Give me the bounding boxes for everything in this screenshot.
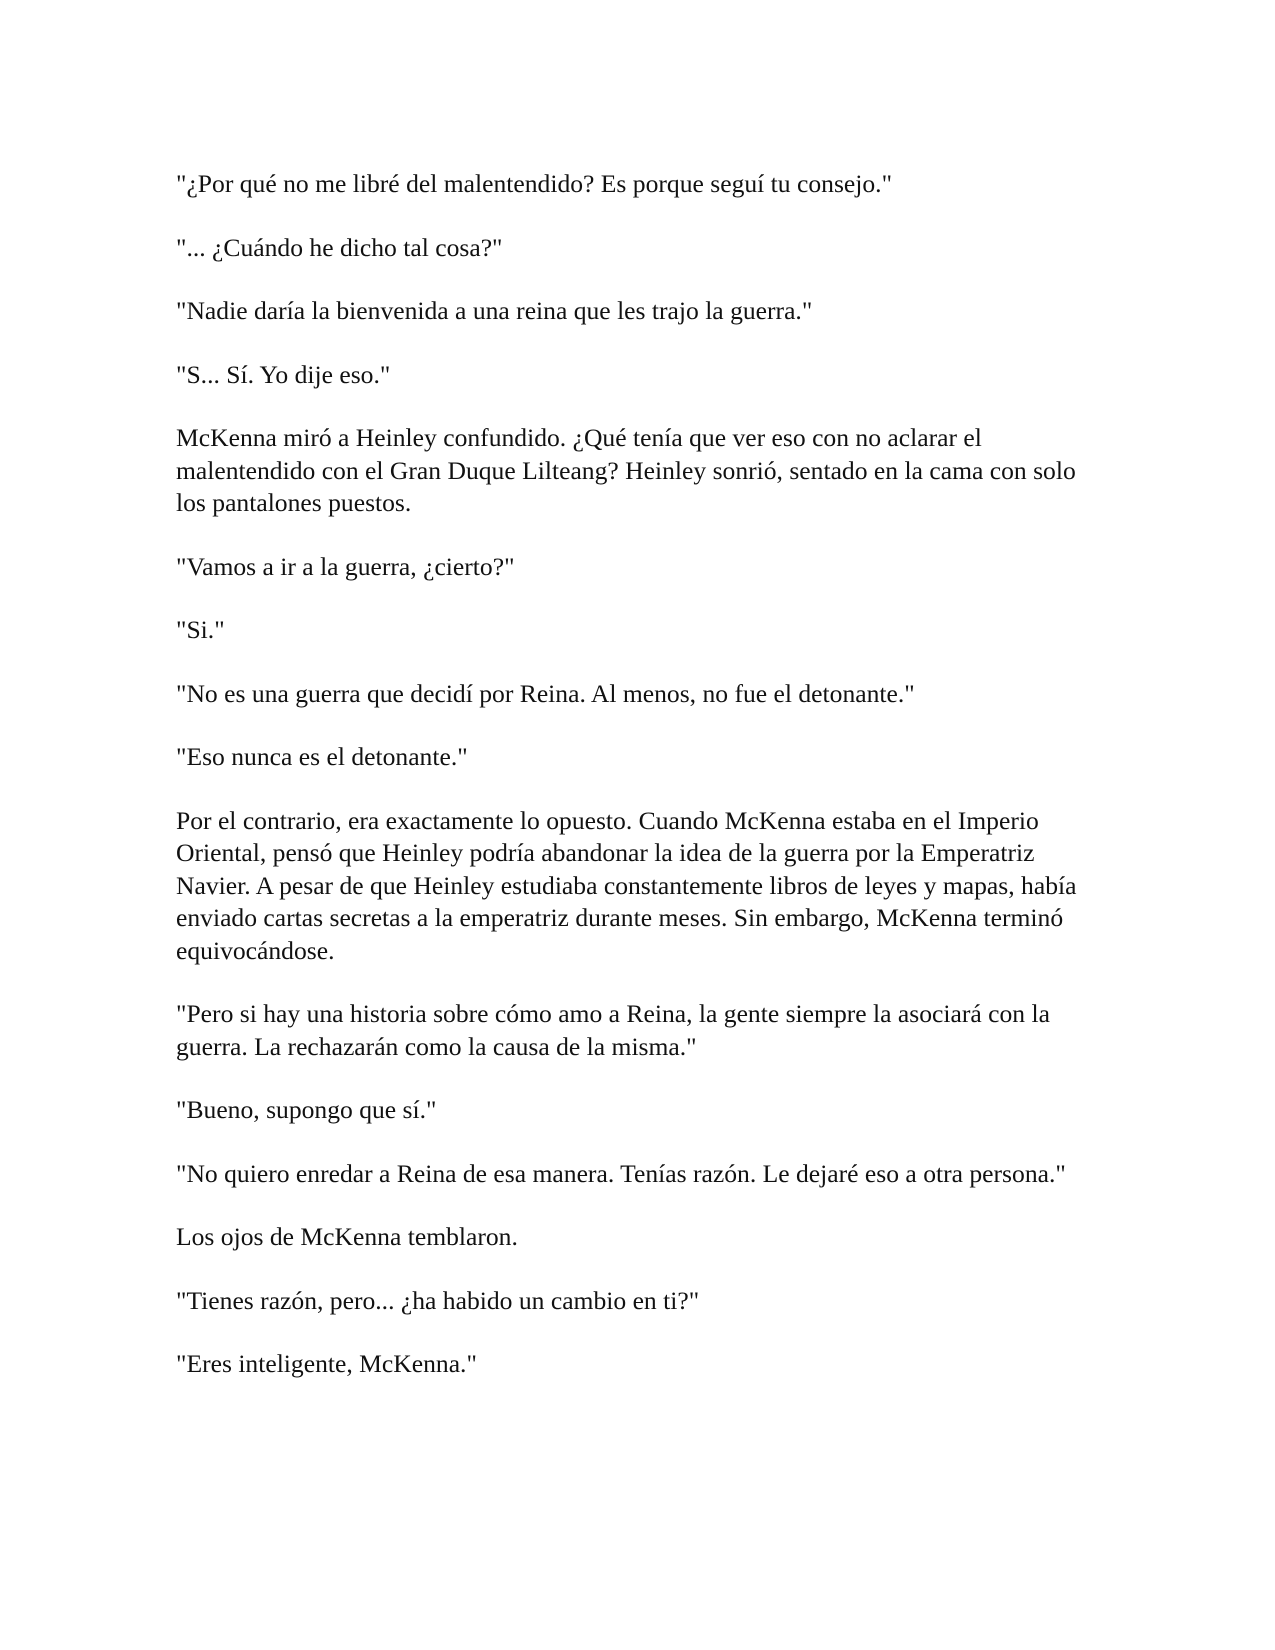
- paragraph: "... ¿Cuándo he dicho tal cosa?": [176, 232, 503, 262]
- paragraph: "Pero si hay una historia sobre cómo amo a Reina, la gente siempre la asociará con la guerra. La rechazarán como la causa de la misma.": [176, 999, 1050, 1061]
- paragraph: "Nadie daría la bienvenida a una reina que les trajo la guerra.": [176, 296, 813, 325]
- paragraph: "Si.": [176, 615, 225, 644]
- paragraph: Los ojos de McKenna temblaron.: [176, 1222, 518, 1251]
- paragraph: "Bueno, supongo que sí.": [176, 1095, 437, 1124]
- paragraph: McKenna miró a Heinley confundido. ¿Qué tenía que ver eso con no aclarar el malentendido con el Gran Duque Lilteang? Heinley sonrió, sentado en la cama con solo los pantalones puestos.: [176, 423, 1076, 517]
- paragraph: "¿Por qué no me libré del malentendido? Es porque seguí tu consejo.": [176, 169, 893, 198]
- paragraph: "No quiero enredar a Reina de esa manera. Tenías razón. Le dejaré eso a otra persona.": [176, 1158, 1066, 1188]
- document-body: [176, 168, 1096, 1381]
- paragraph: "Tienes razón, pero... ¿ha habido un cambio en ti?": [176, 1285, 700, 1315]
- paragraph: "Vamos a ir a la guerra, ¿cierto?": [176, 551, 515, 581]
- paragraph: Por el contrario, era exactamente lo opuesto. Cuando McKenna estaba en el Imperio Oriental, pensó que Heinley podría abandonar la idea de la guerra por la Emperatriz Navier. A pesar de que Heinley estudiaba constantemente libros de leyes y mapas, había enviado cartas secretas a la emperatriz durante meses. Sin embargo, McKenna terminó equivocándose.: [176, 805, 1077, 965]
- paragraph: "Eres inteligente, McKenna.": [176, 1349, 477, 1378]
- paragraph: "Eso nunca es el detonante.": [176, 742, 468, 771]
- paragraph: "S... Sí. Yo dije eso.": [176, 359, 391, 389]
- paragraph: "No es una guerra que decidí por Reina. Al menos, no fue el detonante.": [176, 678, 915, 708]
